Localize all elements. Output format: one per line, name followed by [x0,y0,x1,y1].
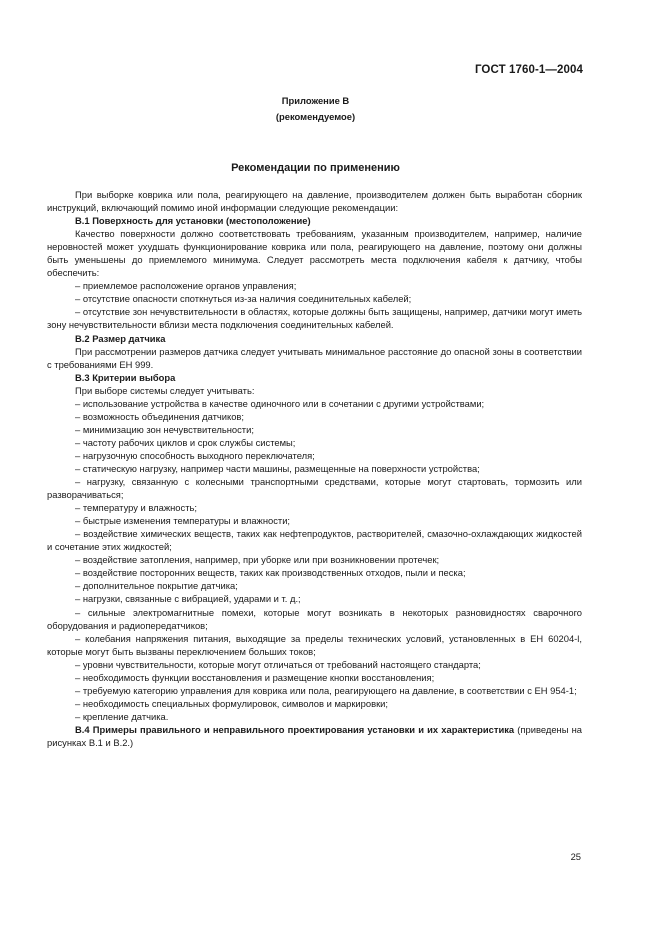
list-item: – дополнительное покрытие датчика; [75,580,238,592]
appendix-status: (рекомендуемое) [275,111,356,122]
list-item: – нагрузочную способность выходного переключателя; [75,449,315,461]
list-item: – необходимость специальных формулировок, символов и маркировки; [75,697,389,709]
list-item: – нагрузки, связанные с вибрацией, ударами и т. д.; [75,593,301,605]
section-b3-heading: В.3 Критерии выбора [75,371,176,383]
section-b4-tail: (приведены на рисунках В.1 и В.2.) [47,723,583,748]
standard-header: ГОСТ 1760-1—2004 [474,64,583,76]
list-item: – быстрые изменения температуры и влажности; [75,515,291,527]
section-b1-heading: В.1 Поверхность для установки (местоположение) [75,215,311,227]
section-b4-heading: В.4 Примеры правильного и неправильного проектирования установки и их характеристика [75,723,515,735]
list-item: – нагрузку, связанную с колесными транспортными средствами, которые могут стартовать, тормозить или разворачиваться; [47,476,582,501]
page-title: Рекомендации по применению [231,162,400,174]
list-item: – статическую нагрузку, например части машины, размещенные на поверхности устройства; [75,462,480,474]
list-item: – необходимость функции восстановления и размещение кнопки восстановления; [75,671,435,683]
section-b2-heading: В.2 Размер датчика [75,332,166,344]
list-item: – частоту рабочих циклов и срок службы системы; [75,436,296,448]
list-item: – приемлемое расположение органов управления; [75,280,297,292]
list-item: – использование устройства в качестве одиночного или в сочетании с другими устройствами; [75,397,485,409]
intro-paragraph: При выборке коврика или пола, реагирующего на давление, производителем должен быть выработан сборник инструкций, включающий помимо иной информации следующие рекомендации: [47,189,582,214]
list-item: – воздействие химических веществ, таких как нефтепродуктов, растворителей, смазочно-охлаждающих жидкостей и сочетание этих жидкостей; [47,528,582,553]
section-b2-text: При рассмотрении размеров датчика следует учитывать минимальное расстояние до опасной зоны в соответствии с требованиями ЕН 999. [47,345,582,370]
section-b1-text: Качество поверхности должно соответствовать требованиям, указанным производителем, например, наличие неровностей может ухудшать функционирование коврика или пола, реагирующего на давление, поэтому они должны быть уменьшены до приемлемого минимума. Следует рассмотреть места подключения кабеля к датчику, чтобы обеспечить: [47,228,582,279]
section-b4-paragraph [47,723,582,749]
list-item: – температуру и влажность; [75,502,197,514]
page-number: 25 [570,851,581,862]
list-item: – уровни чувствительности, которые могут отличаться от требований настоящего стандарта; [75,658,481,670]
appendix-label: Приложение В [281,95,350,106]
list-item: – колебания напряжения питания, выходящие за пределы технических условий, установленных в ЕН 60204-l, которые могут быть вызваны переключением больших токов; [47,632,582,657]
list-item: – воздействие затопления, например, при уборке или при возникновении протечек; [75,554,440,566]
list-item: – отсутствие зон нечувствительности в областях, которые должны быть защищены, например, датчики могут иметь зону нечувствительности вблизи места подключения соединительных кабелей. [47,306,582,331]
list-item: – воздействие посторонних веществ, таких как производственных отходов, пыли и песка; [75,567,466,579]
list-item: – сильные электромагнитные помехи, которые могут возникать в некоторых разновидностях сварочного оборудования и радиопередатчиков; [47,606,582,631]
document-body [47,188,582,749]
list-item: – возможность объединения датчиков; [75,410,245,422]
list-item: – минимизацию зон нечувствительности; [75,423,254,435]
section-b3-text: При выборе системы следует учитывать: [75,384,255,396]
list-item: – крепление датчика. [75,710,169,722]
list-item: – требуемую категорию управления для коврика или пола, реагирующего на давление, в соответствии с ЕН 954-1; [75,684,577,696]
list-item: – отсутствие опасности споткнуться из-за наличия соединительных кабелей; [75,293,412,305]
